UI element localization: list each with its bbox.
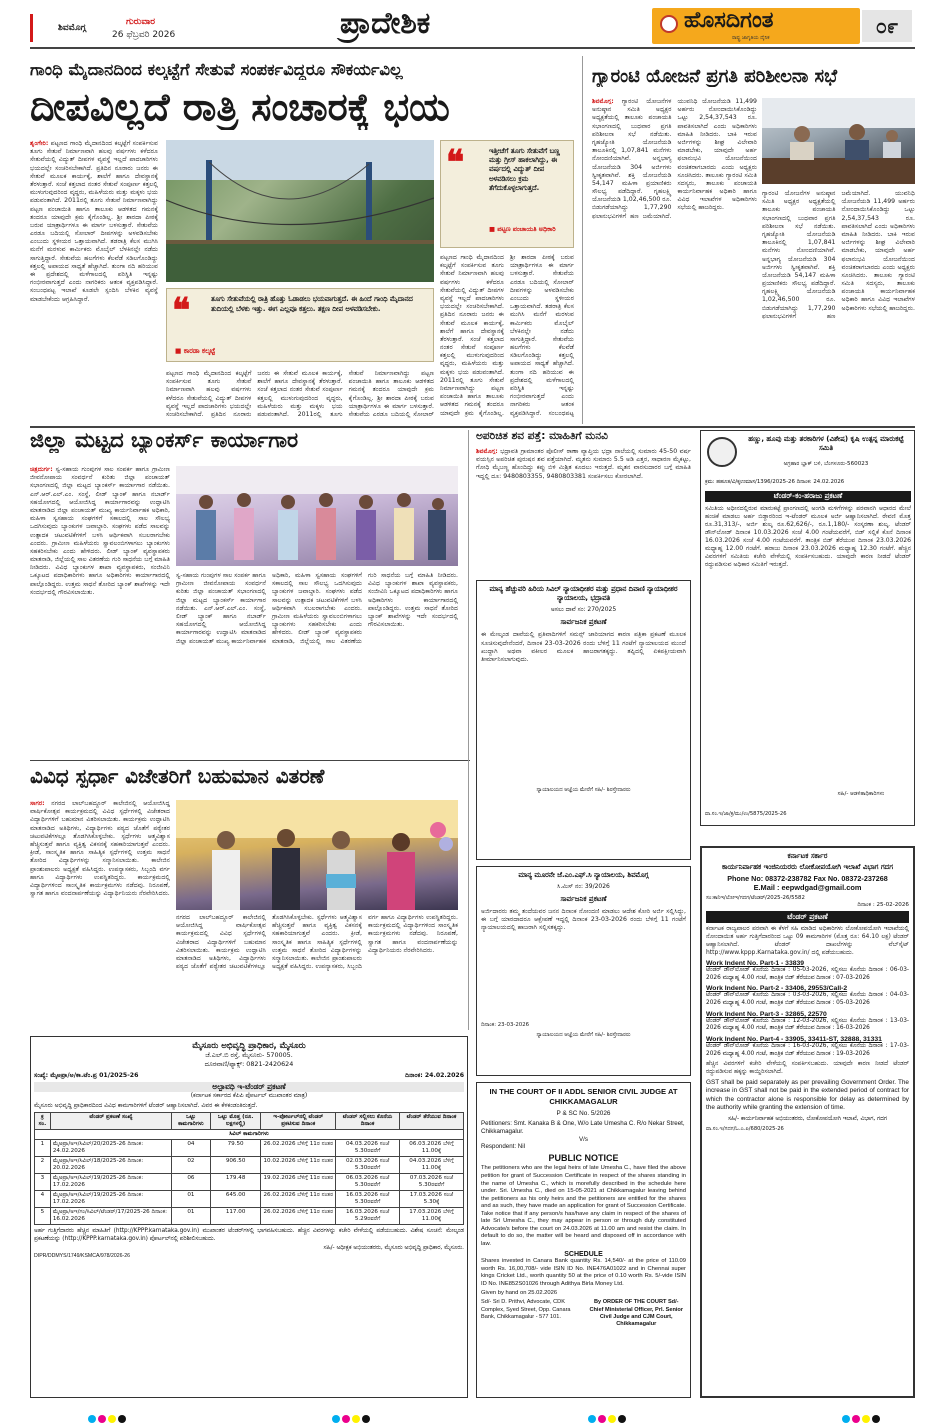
awards-body: ನಗರದ ಲಾಲ್‌ಬಹದ್ದೂರ್ ಕಾಲೇಜಿನಲ್ಲಿ ಆಯೋಜಿಸಿದ್ದ ವಾರ್ಷಿಕೋತ್ಸವ ಕಾರ್ಯಕ್ರಮದಲ್ಲಿ ವಿವಿಧ ಸ್ಪರ್ಧೆಗಳಲ್ಲಿ ವಿಜೇತರಾದ ವಿದ್ಯಾರ್ಥಿಗಳಿಗೆ ಬಹುಮಾನ ವಿತರಿಸಲಾಯಿತು. ಕಾರ್ಯಕ್ರಮ ಉದ್ಘಾಟಿಸಿ ಮಾತನಾಡಿದ ಅತಿಥಿಗಳು, ವಿದ್ಯಾರ್ಥಿಗಳು ಪಠ್ಯದ ಜೊತೆಗೆ ಪಠ್ಯೇತರ ಚಟುವಟಿಕೆಗಳಲ್ಲೂ ತೊಡಗಿಸಿಕೊಳ್ಳಬೇಕು. ಸ್ಪರ್ಧೆಗಳು ಆತ್ಮವಿಶ್ವಾಸ ಹೆಚ್ಚಿಸುತ್ತವೆ ಹಾಗೂ ವ್ಯಕ್ತಿತ್ವ ವಿಕಸನಕ್ಕೆ ಸಹಕಾರಿಯಾಗುತ್ತವೆ ಎಂದರು. ಕ್ರೀಡೆ, ಸಾಂಸ್ಕೃತಿಕ ಹಾಗೂ ಸಾಹಿತ್ಯಿಕ ಸ್ಪರ್ಧೆಗಳಲ್ಲಿ ಉತ್ತಮ ಸಾಧನೆ ತೋರಿದ ವಿದ್ಯಾರ್ಥಿಗಳನ್ನು ಸನ್ಮಾನಿಸಲಾಯಿತು. ಕಾಲೇಜಿನ ಪ್ರಾಂಶುಪಾಲರು ಅಧ್ಯಕ್ಷತೆ ವಹಿಸಿದ್ದರು. ಉಪನ್ಯಾಸಕರು, ಸಿಬ್ಬಂದಿ ವರ್ಗ ಹಾಗೂ ವಿದ್ಯಾರ್ಥಿಗಳು ಉಪಸ್ಥಿತರಿದ್ದರು. ಕಾರ್ಯಕ್ರಮದಲ್ಲಿ ವಿದ್ಯಾರ್ಥಿಗಳಿಂದ ಸಾಂಸ್ಕೃತಿಕ ಕಾರ್ಯಕ್ರಮಗಳು ನಡೆದವು. ನಿರೂಪಣೆ, ಸ್ವಾಗತ ಹಾಗೂ ವಂದನಾರ್ಪಣೆಯನ್ನು ವಿದ್ಯಾರ್ಥಿನಿಯರು ನೆರವೇರಿಸಿದರು. (30, 800, 170, 898)
table-cell: 26.02.2026 ಬೆಳಿಗ್ಗೆ 11ರ ನಂತರ (261, 1191, 336, 1208)
quote1-text: ಇತ್ತೀಚೆಗೆ ತೂಗು ಸೇತುವೆಗೆ ಬಣ್ಣ ಮತ್ತು ಗ್ರೀಸ್ ಹಾಕಲಾಗಿದ್ದು, ಈ ವರ್ಷದಲ್ಲಿ ವಿದ್ಯುತ್ ದೀಪ ಅಳವಡಿಸಲು ಕ್ರಮ ತೆಗೆದುಕೊಳ್ಳಲಾಗುತ್ತದೆ. (489, 147, 560, 192)
court1-notice: ಸಾರ್ವಜನಿಕ ಪ್ರಕಟಣೆ (560, 618, 607, 627)
quote2-text: ತೂಗು ಸೇತುವೆಯಲ್ಲಿ ರಾತ್ರಿ ಹೊತ್ತು ಓಡಾಡಲು ಭಯವಾಗುತ್ತದೆ. ಈ ಹಿಂದೆ ಗಾಂಧಿ ಮೈದಾನದ ತುದಿಯಲ್ಲಿ ಬೆಳಕು ಇತ್ತು. ಈಗ ಎಲ್ಲವೂ ಕತ್ತಲು. ತಕ್ಷಣ ದೀಪ ಅಳವಡಿಸಬೇಕು. (211, 295, 413, 313)
table-cell: 1 (35, 1140, 51, 1157)
guarantee-headline: ಗ್ಯಾರಂಟಿ ಯೋಜನೆ ಪ್ರಗತಿ ಪರಿಶೀಲನಾ ಸಭೆ (592, 66, 838, 87)
court3-petitioner: Petitioners: Smt. Kanaka B & One, W/o Late Umesha C. R/o Nekar Street, Chikkamagalur. (481, 1119, 685, 1136)
header-bar (30, 8, 915, 46)
table-row (35, 1208, 464, 1225)
table-cell: 02 (172, 1157, 211, 1174)
table-cell: 06 (172, 1174, 211, 1191)
table-header-cell: ಕ್ರ ಸಂ. (35, 1113, 51, 1130)
pwd-gst: GST shall be paid separately as per prevailing Government Order. The increase in GST shall not be paid in the extended period of contract for which the contractor alone is responsible for delay as determined by the authority while granting the extension of time. (706, 1079, 909, 1111)
pwd-intro: ಕರ್ನಾಟಕ ರಾಜ್ಯಪಾಲರ ಪರವಾಗಿ ಈ ಕೆಳಗೆ ಸಹಿ ಮಾಡಿದ ಅಧಿಕಾರಿಗಳು ಲೋಕೋಪಯೋಗಿ ಇಲಾಖೆಯಲ್ಲಿ ನೋಂದಾಯಿತ ಅರ್ಹ ಗುತ್ತಿಗೆದಾರರಿಂದ ಒಟ್ಟು 09 ಕಾಮಗಾರಿಗಳ (ಮೊತ್ತ ರೂ: 64.10 ಲಕ್ಷ) ಟೆಂಡರ್ ಆಹ್ವಾನಿಸಲಾಗಿದೆ. ಟೆಂಡರ್ ದಾಖಲೆಗಳನ್ನು ವೆಬ್‌ಸೈಟ್ http://www.kppp.Karnataka.gov.in/ ದಲ್ಲಿ ಪಡೆಯಬಹುದು. (706, 925, 909, 957)
pwd-date: ದಿನಾಂಕ : 25-02-2026 (857, 902, 909, 909)
table-cell: 645.00 (210, 1191, 261, 1208)
table-cell: ಮೈಅಪ್ರಾ/ಅಇ/ಸಿವಿಲ್/20/2025-26 ದಿನಾಂಕ: 24.02.2026 (50, 1140, 171, 1157)
bridge-photo (166, 140, 434, 282)
masthead-tagline: ರಾಷ್ಟ್ರ ಜಾಗೃತಿಯ ದೈನಿಕ (732, 35, 770, 41)
pwd-email: E.Mail : eepwdgad@gmail.com (753, 883, 862, 893)
work-indent-text: ಟೆಂಡರ್ ಡೌನ್‌ಲೋಡ್ ಕೊನೆಯ ದಿನಾಂಕ : 12-03-2026, ಸಲ್ಲಿಸಲು ಕೊನೆಯ ದಿನಾಂಕ : 13-03-2026 ಮಧ್ಯಾಹ್ನ 4.00 ಗಂಟೆ, ತಾಂತ್ರಿಕ ಬಿಡ್ ತೆರೆಯುವ ದಿನಾಂಕ : 16-03-2026 (706, 1017, 909, 1032)
table-header-cell: ಒಟ್ಟು ಕಾಮಗಾರಿಗಳು (172, 1113, 211, 1130)
table-cell: ಮೈಅಪ್ರಾ/ಅಇ/ಸಿವಿಲ್/19/2025-26 ದಿನಾಂಕ: 17.02.2026 (50, 1191, 171, 1208)
work-indent-label: Work Indent No. Part-1 - 33839 (706, 960, 805, 968)
table-cell: 117.00 (210, 1208, 261, 1225)
guarantee-body: ಗ್ಯಾರಂಟಿ ಯೋಜನೆಗಳ ಅನುಷ್ಠಾನ ಸಮಿತಿ ಅಧ್ಯಕ್ಷರ ಅಧ್ಯಕ್ಷತೆಯಲ್ಲಿ ತಾಲೂಕು ಪಂಚಾಯತಿ ಸಭಾಂಗಣದಲ್ಲಿ ಬುಧವಾರ ಪ್ರಗತಿ ಪರಿಶೀಲನಾ ಸಭೆ ನಡೆಯಿತು. ಗೃಹಜ್ಯೋತಿ ಯೋಜನೆಯಡಿ ತಾಲೂಕಿನಲ್ಲಿ 1,07,841 ಮನೆಗಳು ನೋಂದಣಿಯಾಗಿವೆ. ಅನ್ನಭಾಗ್ಯ ಯೋಜನೆಯಡಿ 304 ಅರ್ಜಿಗಳು ಸ್ವೀಕೃತವಾಗಿವೆ. ಶಕ್ತಿ ಯೋಜನೆಯಡಿ 54,147 ಮಹಿಳಾ ಪ್ರಯಾಣಿಕರು ಸೌಲಭ್ಯ ಪಡೆದಿದ್ದಾರೆ. ಗೃಹಲಕ್ಷ್ಮಿ ಯೋಜನೆಯಡಿ 1,02,46,500 ರೂ. ಬಿಡುಗಡೆಯಾಗಿದ್ದು 1,77,290 ಫಲಾನುಭವಿಗಳಿಗೆ ಹಣ ಜಮೆಯಾಗಿದೆ. ಯುವನಿಧಿ ಯೋಜನೆಯಡಿ 11,499 ಅರ್ಹರು ನೋಂದಾಯಿಸಿಕೊಂಡಿದ್ದು ಒಟ್ಟು 2,54,37,543 ರೂ. ಪಾವತಿಸಲಾಗಿದೆ ಎಂದು ಅಧಿಕಾರಿಗಳು ಮಾಹಿತಿ ನೀಡಿದರು. ಬಾಕಿ ಇರುವ ಅರ್ಜಿಗಳನ್ನು ಶೀಘ್ರ ವಿಲೇವಾರಿ ಮಾಡಬೇಕು, ಯಾವುದೇ ಅರ್ಹ ಫಲಾನುಭವಿ ಯೋಜನೆಯಿಂದ ವಂಚಿತರಾಗಬಾರದು ಎಂದು ಅಧ್ಯಕ್ಷರು ಸೂಚಿಸಿದರು. ತಾಲೂಕು ಗ್ಯಾರಂಟಿ ಸಮಿತಿ ಸದಸ್ಯರು, ತಾಲೂಕು ಪಂಚಾಯತಿ ಕಾರ್ಯನಿರ್ವಾಹಕ ಅಧಿಕಾರಿ ಹಾಗೂ ವಿವಿಧ ಇಲಾಖೆಗಳ ಅಧಿಕಾರಿಗಳು ಸಭೆಯಲ್ಲಿ ಹಾಜರಿದ್ದರು. (592, 98, 757, 220)
pwd-tender-notice (700, 846, 915, 1398)
header-day: ಗುರುವಾರ (126, 17, 156, 27)
pwd-phone: Phone No: 08372-238782 Fax No. 08372-237268 (727, 874, 888, 884)
table-cell: ಮೈಅಪ್ರಾ/ಅಇ/ಸಿವಿಲ್/18/2025-26 ದಿನಾಂಕ: 20.02.2026 (50, 1157, 171, 1174)
guarantee-body-cont: ಗ್ಯಾರಂಟಿ ಯೋಜನೆಗಳ ಅನುಷ್ಠಾನ ಸಮಿತಿ ಅಧ್ಯಕ್ಷರ ಅಧ್ಯಕ್ಷತೆಯಲ್ಲಿ ತಾಲೂಕು ಪಂಚಾಯತಿ ಸಭಾಂಗಣದಲ್ಲಿ ಬುಧವಾರ ಪ್ರಗತಿ ಪರಿಶೀಲನಾ ಸಭೆ ನಡೆಯಿತು. ಗೃಹಜ್ಯೋತಿ ಯೋಜನೆಯಡಿ ತಾಲೂಕಿನಲ್ಲಿ 1,07,841 ಮನೆಗಳು ನೋಂದಣಿಯಾಗಿವೆ. ಅನ್ನಭಾಗ್ಯ ಯೋಜನೆಯಡಿ 304 ಅರ್ಜಿಗಳು ಸ್ವೀಕೃತವಾಗಿವೆ. ಶಕ್ತಿ ಯೋಜನೆಯಡಿ 54,147 ಮಹಿಳಾ ಪ್ರಯಾಣಿಕರು ಸೌಲಭ್ಯ ಪಡೆದಿದ್ದಾರೆ. ಗೃಹಲಕ್ಷ್ಮಿ ಯೋಜನೆಯಡಿ 1,02,46,500 ರೂ. ಬಿಡುಗಡೆಯಾಗಿದ್ದು 1,77,290 ಫಲಾನುಭವಿಗಳಿಗೆ ಹಣ ಜಮೆಯಾಗಿದೆ. ಯುವನಿಧಿ ಯೋಜನೆಯಡಿ 11,499 ಅರ್ಹರು ನೋಂದಾಯಿಸಿಕೊಂಡಿದ್ದು ಒಟ್ಟು 2,54,37,543 ರೂ. ಪಾವತಿಸಲಾಗಿದೆ ಎಂದು ಅಧಿಕಾರಿಗಳು ಮಾಹಿತಿ ನೀಡಿದರು. ಬಾಕಿ ಇರುವ ಅರ್ಜಿಗಳನ್ನು ಶೀಘ್ರ ವಿಲೇವಾರಿ ಮಾಡಬೇಕು, ಯಾವುದೇ ಅರ್ಹ ಫಲಾನುಭವಿ ಯೋಜನೆಯಿಂದ ವಂಚಿತರಾಗಬಾರದು ಎಂದು ಅಧ್ಯಕ್ಷರು ಸೂಚಿಸಿದರು. ತಾಲೂಕು ಗ್ಯಾರಂಟಿ ಸಮಿತಿ ಸದಸ್ಯರು, ತಾಲೂಕು ಪಂಚಾಯತಿ ಕಾರ್ಯನಿರ್ವಾಹಕ ಅಧಿಕಾರಿ ಹಾಗೂ ವಿವಿಧ ಇಲಾಖೆಗಳ ಅಧಿಕಾರಿಗಳು ಸಭೆಯಲ್ಲಿ ಹಾಜರಿದ್ದರು. (762, 190, 915, 320)
court3-vs: V/s (579, 1136, 588, 1144)
meeting-photo (762, 98, 915, 184)
table-cell: 06.03.2026 ಸಂಜೆ 5.30ರವರೆಗೆ (336, 1174, 400, 1191)
mysore-intro: ಮೈಸೂರು ಅಭಿವೃದ್ಧಿ ಪ್ರಾಧಿಕಾರದಿಂದ ವಿವಿಧ ಕಾಮಗಾರಿಗಳಿಗೆ ಟೆಂಡರ್ ಆಹ್ವಾನಿಸಲಾಗಿದೆ. ವಿವರ ಈ ಕೆಳಕಂಡಂತಿರುತ್ತದೆ. (34, 1102, 258, 1109)
lead-body-col2 (166, 370, 434, 420)
court2-case: ಸಿ.ಮಿಸ್ ನಂ: 39/2026 (557, 883, 610, 890)
court-notice-shivamogga (476, 866, 691, 1076)
table-cell: 16.03.2026 ಸಂಜೆ 5.30ರವರೆಗೆ (336, 1191, 400, 1208)
lead-body-col3 (440, 254, 574, 420)
table-cell: ಮೈಅಪ್ರಾ/ಅಇ/ಸಿವಿಲ್/19/2025-26 ದಿನಾಂಕ: 17.02.2026 (50, 1174, 171, 1191)
header-city: ಶಿವಮೊಗ್ಗ (58, 23, 86, 33)
apmc-title: ಹಣ್ಣು, ಹೂವು ಮತ್ತು ತರಕಾರಿಗಳ (ವಿಶೇಷ) ಕೃಷಿ ಉತ್ಪನ್ನ ಮಾರುಕಟ್ಟೆ ಸಮಿತಿ (748, 435, 904, 453)
court3-title: IN THE COURT OF II ADDL SENIOR CIVIL JUDGE AT CHIKKAMAGALUR (489, 1087, 678, 1106)
table-cell: 4 (35, 1191, 51, 1208)
court1-title: ಮಾನ್ಯ ಹೆಚ್ಚುವರಿ ಹಿರಿಯ ಸಿವಿಲ್ ನ್ಯಾಯಾಧೀಶರ ಮತ್ತು ಪ್ರಧಾನ ದಿವಾಣಿ ನ್ಯಾಯಾಧೀಶರ ನ್ಯಾಯಾಲಯ, ಭದ್ರಾವತಿ (489, 585, 678, 603)
court3-case: P & SC No. 5/2026 (556, 1109, 611, 1117)
mysore-footer: ಅರ್ಹ ಗುತ್ತಿಗೆದಾರರು ಹೆಚ್ಚಿನ ಮಾಹಿತಿಗೆ (http://KPPP.karnataka.gov.in) ಮುಖಾಂತರ ಟೆಂಡರ್‌ಗಳಲ್ಲಿ ಭಾಗವಹಿಸಬಹುದು. ಹೆಚ್ಚಿನ ವಿವರಗಳನ್ನು ಕಚೇರಿ ವೇಳೆಯಲ್ಲಿ ಪಡೆಯಬಹುದು. ವಿಶೇಷ ಸೂಚನೆ: ಮೇಲ್ಕಂಡ ಪ್ರಕಟಣೆಯನ್ನು (http://KPPP.karnataka.gov.in) ಪೋರ್ಟಲ್‌ನಲ್ಲಿ ಪರಿಶೀಲಿಸಬಹುದು. (34, 1228, 464, 1242)
table-cell: 19.02.2026 ಬೆಳಿಗ್ಗೆ 11ರ ನಂತರ (261, 1174, 336, 1191)
group-photo-icon (176, 466, 458, 566)
bankers-body-cont: ಸ್ವ-ಸಹಾಯ ಗುಂಪುಗಳ ಸಾಲ ಸಂಪರ್ಕ ಹಾಗೂ ಗ್ರಾಮೀಣ ಜೀವನೋಪಾಯ ಸಂವರ್ಧನೆ ಕುರಿತು ಜಿಲ್ಲಾ ಪಂಚಾಯತ್ ಸಭಾಂಗಣದಲ್ಲಿ ಜಿಲ್ಲಾ ಮಟ್ಟದ ಬ್ಯಾಂಕರ್ಸ್ ಕಾರ್ಯಾಗಾರ ನಡೆಯಿತು. ಎನ್.ಆರ್.ಎಲ್.ಎಂ. ಸಂಸ್ಥೆ, ಲೀಡ್ ಬ್ಯಾಂಕ್ ಹಾಗೂ ನಬಾರ್ಡ್ ಸಹಯೋಗದಲ್ಲಿ ಆಯೋಜಿಸಿದ್ದ ಕಾರ್ಯಾಗಾರವನ್ನು ಉದ್ಘಾಟಿಸಿ ಮಾತನಾಡಿದ ಜಿಲ್ಲಾ ಪಂಚಾಯತ್ ಮುಖ್ಯ ಕಾರ್ಯನಿರ್ವಾಹಕ ಅಧಿಕಾರಿ, ಮಹಿಳಾ ಸ್ವಸಹಾಯ ಸಂಘಗಳಿಗೆ ಸಕಾಲದಲ್ಲಿ ಸಾಲ ಸೌಲಭ್ಯ ಒದಗಿಸುವುದು ಬ್ಯಾಂಕುಗಳ ಜವಾಬ್ದಾರಿ. ಸಂಘಗಳು ಪಡೆದ ಸಾಲವನ್ನು ಉತ್ಪಾದಕ ಚಟುವಟಿಕೆಗಳಿಗೆ ಬಳಸಿ ಆರ್ಥಿಕವಾಗಿ ಸಬಲರಾಗಬೇಕು ಎಂದರು. ಗ್ರಾಮೀಣ ಮಹಿಳೆಯರು ಸ್ವಾವಲಂಬಿಗಳಾಗಲು ಬ್ಯಾಂಕುಗಳು ಸಹಕರಿಸಬೇಕು ಎಂದು ಹೇಳಿದರು. ಲೀಡ್ ಬ್ಯಾಂಕ್ ವ್ಯವಸ್ಥಾಪಕರು ಮಾತನಾಡಿ, ಜಿಲ್ಲೆಯಲ್ಲಿ ಸಾಲ ವಿತರಣೆಯ ಗುರಿ ಸಾಧನೆಯ ಬಗ್ಗೆ ಮಾಹಿತಿ ನೀಡಿದರು. ವಿವಿಧ ಬ್ಯಾಂಕುಗಳ ಶಾಖಾ ವ್ಯವಸ್ಥಾಪಕರು, ಸಂಜೀವಿನಿ ಒಕ್ಕೂಟದ ಪದಾಧಿಕಾರಿಗಳು ಹಾಗೂ ಅಧಿಕಾರಿಗಳು ಕಾರ್ಯಾಗಾರದಲ್ಲಿ ಪಾಲ್ಗೊಂಡಿದ್ದರು. ಉತ್ತಮ ಸಾಧನೆ ತೋರಿದ ಬ್ಯಾಂಕ್ ಶಾಖೆಗಳನ್ನು ಇದೇ ಸಂದರ್ಭದಲ್ಲಿ ಗೌರವಿಸಲಾಯಿತು. (176, 572, 458, 645)
mysore-ref: ಸಂಖ್ಯೆ: ಮೈಅಪ್ರಾ/ಅ/ಕಾ.ಟೆಂ.ಪ್ರ 01/2025-26 (34, 1072, 139, 1079)
mysore-notice: ಅಲ್ಪಾವಧಿ ಇ-ಟೆಂಡರ್ ಪ್ರಕಟಣೆ (34, 1082, 464, 1092)
section-rule (30, 760, 470, 761)
court3-body: The petitioners who are the legal heirs of late Umesha C., have filed the above petition for grant of Succession Certificate in respect of the shares standing in the name of Umesha C., which is morefully described in the schedule here under. Sri. Umesha C., died on 15-05-2021 at Chikkamagalur leaving behind the petitioners as his only heirs and the petitioners are entitled for the shares and as such, they have made an application for grant of Succession Certificate. Take notice that if any person/s has/have any claim in respect of the shares of late Sri Umesha C., they may appear in person or through duly constituted Advocate/s before the court on 24.03.2026 at 11.00 am and resist the claim. In default to do so, the matter will be heard and disposed off in accordance with law. (481, 1165, 686, 1247)
court3-order: By ORDER OF THE COURT Sd/- Chief Ministerial Officer, Prl. Senior Civil Judge and CJM Court, Chikkamagalur (589, 1299, 684, 1328)
work-indent-label: Work Indent No. Part-4 - 33905, 33411-ST, 32888, 31331 (706, 1035, 882, 1043)
pwd-ref: ಸಂ:ಕಾನಿಇ/ಲೋಇ/ಗದಗ/ಟೆಂಡರ್/2025-26/5582 (706, 895, 805, 902)
table-header-cell: ಟೆಂಡರ್ ಪ್ರಕಟಣೆ ಸಂಖ್ಯೆ (50, 1113, 171, 1130)
court1-sign: ನ್ಯಾಯಾಲಯದ ಆಜ್ಞೆಯ ಮೇರೆಗೆ ಸಹಿ/- ಶಿರಸ್ತೇದಾರರು (536, 787, 631, 794)
court3-schedule: Shares invested in Canara Bank quantity Rs. 14,540/- at the price of 110.09 worth Rs. 16,00,708/- vide ISIN ID No. INE476A01022 and in Chennai super kings Cricket Ltd., worth quantity 50 at the price of 0.10 worth Rs. 5/-vide ISIN ID No. INE852S01026 through Adithya Birla Money Ltd. (481, 1258, 686, 1287)
bankers-headline: ಜಿಲ್ಲಾ ಮಟ್ಟದ ಬ್ಯಾಂಕರ್ಸ್ ಕಾರ್ಯಾಗಾರ (30, 428, 299, 452)
court-notice-chikkamagalur (476, 1082, 691, 1398)
quote-icon: ❝ (446, 143, 465, 183)
awards-body-a (30, 800, 170, 1028)
table-cell: 06.03.2026 ಬೆಳಿಗ್ಗೆ 11.00ಕ್ಕೆ (400, 1140, 464, 1157)
apmc-notice-title: ಟೆಂಡರ್-ಕಂ-ಹರಾಜು ಪ್ರಕಟಣೆ (705, 491, 911, 502)
color-registration-dots-icon (0, 1413, 945, 1424)
court3-respondent: Respondent: Nil (481, 1143, 526, 1151)
table-cell: 02.03.2026 ಸಂಜೆ 5.30ರವರೆಗೆ (336, 1157, 400, 1174)
pwd-title: ಕರ್ನಾಟಕ ಸರ್ಕಾರ (787, 852, 828, 860)
table-row (35, 1157, 464, 1174)
apmc-sign: ಸಹಿ/- ಆಡಳಿತಾಧಿಕಾರಿಗಳು (837, 791, 885, 797)
work-indent-text: ಟೆಂಡರ್ ಡೌನ್‌ಲೋಡ್ ಕೊನೆಯ ದಿನಾಂಕ : 03-03-2026, ಸಲ್ಲಿಸಲು ಕೊನೆಯ ದಿನಾಂಕ : 04-03-2026 ಮಧ್ಯಾಹ್ನ 4.00 ಗಂಟೆ, ತಾಂತ್ರಿಕ ಬಿಡ್ ತೆರೆಯುವ ದಿನಾಂಕ : 05-03-2026 (706, 992, 909, 1006)
work-indent-text: ಟೆಂಡರ್ ಡೌನ್‌ಲೋಡ್ ಕೊನೆಯ ದಿನಾಂಕ : 16-03-2026, ಸಲ್ಲಿಸಲು ಕೊನೆಯ ದಿನಾಂಕ : 17-03-2026 ಮಧ್ಯಾಹ್ನ 4.00 ಗಂಟೆ, ತಾಂತ್ರಿಕ ಬಿಡ್ ತೆರೆಯುವ ದಿನಾಂಕ : 19-03-2026 (706, 1042, 909, 1057)
court2-sign: ನ್ಯಾಯಾಲಯದ ಆಜ್ಞೆಯ ಮೇರೆಗೆ ಸಹಿ/- ಶಿರಸ್ತೇದಾರರು (536, 1032, 631, 1039)
guarantee-body-b (762, 190, 915, 420)
mysore-sub: (ಕರ್ನಾಟಕ ಸರ್ಕಾರದ ಕೆಪಿಪಿ ಪೋರ್ಟಲ್ ಮುಖಾಂತರ ಮಾತ್ರ) (190, 1092, 308, 1099)
table-cell: 10.02.2026 ಬೆಳಿಗ್ಗೆ 11ರ ನಂತರ (261, 1157, 336, 1174)
mysore-tender-table (34, 1112, 464, 1225)
quote1-by: ■ ಪಟ್ಟಣ ಪಂಚಾಯತಿ ಅಧಿಕಾರಿ (489, 225, 556, 233)
work-indent-label: Work Indent No. Part-2 - 33406, 29553/Call-2 (706, 985, 848, 993)
table-row (35, 1174, 464, 1191)
lead-body: ಪಟ್ಟಣದ ಗಾಂಧಿ ಮೈದಾನದಿಂದ ಕಲ್ಕಟ್ಟೆಗೆ ಸಂಪರ್ಕಿಸುವ ತೂಗು ಸೇತುವೆ ನಿರ್ಮಾಣವಾಗಿ ಹಲವು ವರ್ಷಗಳು ಕಳೆದರೂ ಸೇತುವೆಯಲ್ಲಿ ವಿದ್ಯುತ್ ದೀಪಗಳ ವ್ಯವಸ್ಥೆ ಇಲ್ಲದೆ ಪಾದಚಾರಿಗಳು ಭಯದಲ್ಲೇ ಸಂಚರಿಸಬೇಕಾಗಿದೆ. ಪ್ರತಿದಿನ ನೂರಾರು ಜನರು ಈ ಸೇತುವೆ ಮೂಲಕ ಕಾರ್ಯಕ್ಕೆ, ಶಾಲೆಗೆ ಹಾಗೂ ದೇವಸ್ಥಾನಕ್ಕೆ ತೆರಳುತ್ತಾರೆ. ಸಂಜೆ ಕತ್ತಲಾದ ನಂತರ ಸೇತುವೆ ಸಂಪೂರ್ಣ ಕತ್ತಲಲ್ಲಿ ಮುಳುಗುವುದರಿಂದ ವೃದ್ಧರು, ಮಹಿಳೆಯರು ಮತ್ತು ಮಕ್ಕಳು ಭಯ ಪಡುವಂತಾಗಿದೆ. 2011ರಲ್ಲಿ ತೂಗು ಸೇತುವೆ ನಿರ್ಮಾಣವಾಗಿದ್ದು ಪಟ್ಟಣ ಪಂಚಾಯಿತಿ ಹಾಗೂ ತಾಲೂಕು ಆಡಳಿತದ ಗಮನಕ್ಕೆ ತಂದರೂ ಯಾವುದೇ ಕ್ರಮ ಕೈಗೊಂಡಿಲ್ಲ. ಶ್ರೀ ಶಾರದಾ ಪೀಠಕ್ಕೆ ಬರುವ ಯಾತ್ರಾರ್ಥಿಗಳೂ ಈ ಮಾರ್ಗ ಬಳಸುತ್ತಾರೆ. ಸೇತುವೆಯ ಎರಡೂ ಬದಿಯಲ್ಲಿ ಸೋಲಾರ್ ದೀಪಗಳನ್ನು ಅಳವಡಿಸಬೇಕು ಎಂಬುದು ಸ್ಥಳೀಯರ ಒತ್ತಾಯವಾಗಿದೆ. ತಡರಾತ್ರಿ ಕೆಲಸ ಮುಗಿಸಿ ಮನೆಗೆ ಮರಳುವ ಕಾರ್ಮಿಕರು ಮೊಬೈಲ್ ಬೆಳಕಿನಲ್ಲೇ ನಡೆದು ಸಾಗುತ್ತಿದ್ದಾರೆ. ಸೇತುವೆಯ ಹಲಗೆಗಳು ಕೆಲವೆಡೆ ಸಡಿಲಗೊಂಡಿದ್ದು ಕತ್ತಲಲ್ಲಿ ಅಪಾಯದ ಸಾಧ್ಯತೆ ಹೆಚ್ಚಾಗಿದೆ. ತುಂಗಾ ನದಿ ಹರಿಯುವ ಈ ಪ್ರದೇಶದಲ್ಲಿ ಮಳೆಗಾಲದಲ್ಲಿ ಪರಿಸ್ಥಿತಿ ಇನ್ನಷ್ಟು ಗಂಭೀರವಾಗುತ್ತದೆ ಎಂದು ನಾಗರಿಕರು ಆತಂಕ ವ್ಯಕ್ತಪಡಿಸಿದ್ದಾರೆ. ಸಂಬಂಧಪಟ್ಟ ಇಲಾಖೆ ಕೂಡಲೇ ಸ್ಪಂದಿಸಿ ಬೆಳಕಿನ ವ್ಯವಸ್ಥೆ ಮಾಡಬೇಕೆಂದು ಆಗ್ರಹಿಸಿದ್ದಾರೆ. (30, 140, 158, 303)
quote-box-2 (166, 288, 434, 362)
mysore-phone: ದೂರವಾಣಿ/ಫ್ಯಾಕ್ಸ್: 0821-2420624 (204, 1060, 294, 1068)
unknown-dateline: ಶಿವಮೊಗ್ಗ: (476, 448, 498, 455)
table-group-row (35, 1130, 464, 1140)
table-cell: 5 (35, 1208, 51, 1225)
lead-body-col1 (30, 140, 158, 420)
page-number: ೦೯ (862, 10, 912, 42)
header-rule (30, 47, 915, 49)
awards-dateline: ಸಾಗರ: (30, 800, 45, 807)
table-header-cell: ಇ-ಪೋರ್ಟಲ್‌ನಲ್ಲಿ ಟೆಂಡರ್ ಪ್ರಕಟಿಸುವ ದಿನಾಂಕ (261, 1113, 336, 1130)
bankers-body-a (30, 466, 170, 756)
table-cell: 04.03.2026 ಬೆಳಿಗ್ಗೆ 11.00ಕ್ಕೆ (400, 1157, 464, 1174)
table-group-label: ಸಿವಿಲ್ ಕಾಮಗಾರಿಗಳು (35, 1130, 464, 1140)
suspension-bridge-icon (166, 140, 434, 282)
unknown-body (476, 448, 691, 568)
pwd-office: ಕಾರ್ಯನಿರ್ವಾಹಕ ಇಂಜಿನಿಯರರು ಲೋಕೋಪಯೋಗಿ ಇಲಾಖೆ ವಿಭಾಗ ಗದಗ (721, 863, 893, 871)
quote-box-1 (440, 140, 574, 248)
court3-given: Given by hand on 25.02.2026 (481, 1290, 558, 1297)
bankers-photo (176, 466, 458, 566)
court2-title: ಮಾನ್ಯ ಮೂರನೇ ಜೆ.ಎಂ.ಎಫ್.ಸಿ ನ್ಯಾಯಾಲಯ, ಶಿವಮೊಗ್ಗ (518, 871, 649, 879)
bankers-dateline: ಚಿತ್ರದುರ್ಗ: (30, 466, 53, 473)
pwd-parts-list (706, 960, 909, 1058)
table-header-cell: ಒಟ್ಟು ಮೊತ್ತ (ರೂ. ಲಕ್ಷಗಳಲ್ಲಿ) (210, 1113, 261, 1130)
header-divider (30, 14, 33, 42)
table-cell: 04.03.2026 ಸಂಜೆ 5.30ರವರೆಗೆ (336, 1140, 400, 1157)
masthead-block (652, 8, 860, 44)
award-ceremony-icon (176, 800, 458, 910)
lead-kicker: ಗಾಂಧಿ ಮೈದಾನದಿಂದ ಕಲ್ಕಟ್ಟೆಗೆ ಸೇತುವೆ ಸಂಪರ್ಕವಿದ್ದರೂ ಸೌಕರ್ಯವಿಲ್ಲ (30, 60, 403, 79)
table-header-cell: ಟೆಂಡರ್ ಸಲ್ಲಿಸಲು ಕೊನೆಯ ದಿನಾಂಕ (336, 1113, 400, 1130)
unknown-body-text: ಭದ್ರಾವತಿ ಗ್ರಾಮಾಂತರ ಪೊಲೀಸ್ ಠಾಣಾ ವ್ಯಾಪ್ತಿಯ ಭದ್ರಾ ನಾಲೆಯಲ್ಲಿ ಸುಮಾರು 45-50 ವರ್ಷ ವಯಸ್ಸಿನ ಅಪರಿಚಿತ ಪುರುಷನ ಶವ ಪತ್ತೆಯಾಗಿದೆ. ಮೃತನು ಸುಮಾರು 5.5 ಅಡಿ ಎತ್ತರ, ಸಾಧಾರಣ ಮೈಕಟ್ಟು, ಗೋಧಿ ಮೈಬಣ್ಣ ಹೊಂದಿದ್ದು ಕಪ್ಪು ಬಿಳಿ ಮಿಶ್ರಿತ ಕೂದಲು ಇರುತ್ತದೆ. ಮೃತನ ವಾರಸುದಾರರ ಬಗ್ಗೆ ಮಾಹಿತಿ ಇದ್ದಲ್ಲಿ ದೂ: 9480803355, 9480803381 ಸಂಪರ್ಕಿಸಲು ಕೋರಲಾಗಿದೆ. (476, 448, 691, 480)
table-cell: 16.03.2026 ಸಂಜೆ 5.29ರವರೆಗೆ (336, 1208, 400, 1225)
court2-notice: ಸಾರ್ವಜನಿಕ ಪ್ರಕಟಣೆ (560, 895, 607, 903)
court3-advocate: Sd/- Sri D. Prithvi, Advocate, CDK Complex, Syed Street, Opp. Canara Bank, Chikkamagalur - 577 101. (481, 1299, 571, 1320)
col-divider (468, 430, 469, 1030)
meeting-people-icon (762, 98, 915, 184)
table-cell: 2 (35, 1157, 51, 1174)
guarantee-dateline: ಶಿವಮೊಗ್ಗ: (592, 98, 614, 105)
court3-notice: PUBLIC NOTICE (548, 1153, 619, 1164)
table-body (35, 1130, 464, 1225)
lead-body-cont: ಪಟ್ಟಣದ ಗಾಂಧಿ ಮೈದಾನದಿಂದ ಕಲ್ಕಟ್ಟೆಗೆ ಸಂಪರ್ಕಿಸುವ ತೂಗು ಸೇತುವೆ ನಿರ್ಮಾಣವಾಗಿ ಹಲವು ವರ್ಷಗಳು ಕಳೆದರೂ ಸೇತುವೆಯಲ್ಲಿ ವಿದ್ಯುತ್ ದೀಪಗಳ ವ್ಯವಸ್ಥೆ ಇಲ್ಲದೆ ಪಾದಚಾರಿಗಳು ಭಯದಲ್ಲೇ ಸಂಚರಿಸಬೇಕಾಗಿದೆ. ಪ್ರತಿದಿನ ನೂರಾರು ಜನರು ಈ ಸೇತುವೆ ಮೂಲಕ ಕಾರ್ಯಕ್ಕೆ, ಶಾಲೆಗೆ ಹಾಗೂ ದೇವಸ್ಥಾನಕ್ಕೆ ತೆರಳುತ್ತಾರೆ. ಸಂಜೆ ಕತ್ತಲಾದ ನಂತರ ಸೇತುವೆ ಸಂಪೂರ್ಣ ಕತ್ತಲಲ್ಲಿ ಮುಳುಗುವುದರಿಂದ ವೃದ್ಧರು, ಮಹಿಳೆಯರು ಮತ್ತು ಮಕ್ಕಳು ಭಯ ಪಡುವಂತಾಗಿದೆ. 2011ರಲ್ಲಿ ತೂಗು ಸೇತುವೆ ನಿರ್ಮಾಣವಾಗಿದ್ದು ಪಟ್ಟಣ ಪಂಚಾಯಿತಿ ಹಾಗೂ ತಾಲೂಕು ಆಡಳಿತದ ಗಮನಕ್ಕೆ ತಂದರೂ ಯಾವುದೇ ಕ್ರಮ ಕೈಗೊಂಡಿಲ್ಲ. ಶ್ರೀ ಶಾರದಾ ಪೀಠಕ್ಕೆ ಬರುವ ಯಾತ್ರಾರ್ಥಿಗಳೂ ಈ ಮಾರ್ಗ ಬಳಸುತ್ತಾರೆ. ಸೇತುವೆಯ ಎರಡೂ ಬದಿಯಲ್ಲಿ ಸೋಲಾರ್ (166, 370, 434, 418)
bankers-body: ಸ್ವ-ಸಹಾಯ ಗುಂಪುಗಳ ಸಾಲ ಸಂಪರ್ಕ ಹಾಗೂ ಗ್ರಾಮೀಣ ಜೀವನೋಪಾಯ ಸಂವರ್ಧನೆ ಕುರಿತು ಜಿಲ್ಲಾ ಪಂಚಾಯತ್ ಸಭಾಂಗಣದಲ್ಲಿ ಜಿಲ್ಲಾ ಮಟ್ಟದ ಬ್ಯಾಂಕರ್ಸ್ ಕಾರ್ಯಾಗಾರ ನಡೆಯಿತು. ಎನ್.ಆರ್.ಎಲ್.ಎಂ. ಸಂಸ್ಥೆ, ಲೀಡ್ ಬ್ಯಾಂಕ್ ಹಾಗೂ ನಬಾರ್ಡ್ ಸಹಯೋಗದಲ್ಲಿ ಆಯೋಜಿಸಿದ್ದ ಕಾರ್ಯಾಗಾರವನ್ನು ಉದ್ಘಾಟಿಸಿ ಮಾತನಾಡಿದ ಜಿಲ್ಲಾ ಪಂಚಾಯತ್ ಮುಖ್ಯ ಕಾರ್ಯನಿರ್ವಾಹಕ ಅಧಿಕಾರಿ, ಮಹಿಳಾ ಸ್ವಸಹಾಯ ಸಂಘಗಳಿಗೆ ಸಕಾಲದಲ್ಲಿ ಸಾಲ ಸೌಲಭ್ಯ ಒದಗಿಸುವುದು ಬ್ಯಾಂಕುಗಳ ಜವಾಬ್ದಾರಿ. ಸಂಘಗಳು ಪಡೆದ ಸಾಲವನ್ನು ಉತ್ಪಾದಕ ಚಟುವಟಿಕೆಗಳಿಗೆ ಬಳಸಿ ಆರ್ಥಿಕವಾಗಿ ಸಬಲರಾಗಬೇಕು ಎಂದರು. ಗ್ರಾಮೀಣ ಮಹಿಳೆಯರು ಸ್ವಾವಲಂಬಿಗಳಾಗಲು ಬ್ಯಾಂಕುಗಳು ಸಹಕರಿಸಬೇಕು ಎಂದು ಹೇಳಿದರು. ಲೀಡ್ ಬ್ಯಾಂಕ್ ವ್ಯವಸ್ಥಾಪಕರು ಮಾತನಾಡಿ, ಜಿಲ್ಲೆಯಲ್ಲಿ ಸಾಲ ವಿತರಣೆಯ ಗುರಿ ಸಾಧನೆಯ ಬಗ್ಗೆ ಮಾಹಿತಿ ನೀಡಿದರು. ವಿವಿಧ ಬ್ಯಾಂಕುಗಳ ಶಾಖಾ ವ್ಯವಸ್ಥಾಪಕರು, ಸಂಜೀವಿನಿ ಒಕ್ಕೂಟದ ಪದಾಧಿಕಾರಿಗಳು ಹಾಗೂ ಅಧಿಕಾರಿಗಳು ಕಾರ್ಯಾಗಾರದಲ್ಲಿ ಪಾಲ್ಗೊಂಡಿದ್ದರು. ಉತ್ತಮ ಸಾಧನೆ ತೋರಿದ ಬ್ಯಾಂಕ್ ಶಾಖೆಗಳನ್ನು ಇದೇ ಸಂದರ್ಭದಲ್ಲಿ ಗೌರವಿಸಲಾಯಿತು. (30, 466, 170, 596)
table-cell: ಮೈಅಪ್ರಾ/ಅಇ/ಗಂ/ಸಿವಿಲ್/ಟೆಂಡರ್/17/2025-26 ದಿನಾಂಕ: 16.02.2026 (50, 1208, 171, 1225)
apmc-body: ಸಮಿತಿಯ ಅಧೀನದಲ್ಲಿರುವ ಮಾರುಕಟ್ಟೆ ಪ್ರಾಂಗಣದಲ್ಲಿ ಅಂಗಡಿ ಮಳಿಗೆಗಳನ್ನು ಪರವಾನಗಿ ಆಧಾರದ ಮೇಲೆ ಹಂಚಿಕೆ ಮಾಡಲು ಅರ್ಹ ಬಿಡ್ದಾರರಿಂದ ಇ-ಟೆಂಡರ್ ಮೂಲಕ ಅರ್ಜಿ ಆಹ್ವಾನಿಸಲಾಗಿದೆ. ಠೇವಣಿ ಮೊತ್ತ ರೂ.31,313/-, ಅರ್ಜಿ ಶುಲ್ಕ ರೂ.62,626/-, ರೂ.1,180/- ಸಂಸ್ಕರಣಾ ಶುಲ್ಕ. ಟೆಂಡರ್ ಡೌನ್‌ಲೋಡ್ ದಿನಾಂಕ 10.03.2026 ಸಂಜೆ 4.00 ಗಂಟೆಯವರೆಗೆ, ಬಿಡ್ ಸಲ್ಲಿಕೆ ಕೊನೆ ದಿನಾಂಕ 16.03.2026 ಸಂಜೆ 4.00 ಗಂಟೆಯವರೆಗೆ. ತಾಂತ್ರಿಕ ಬಿಡ್ ತೆರೆಯುವ ದಿನಾಂಕ 23.03.2026 ಮಧ್ಯಾಹ್ನ 12.00 ಗಂಟೆಗೆ. ಹರಾಜು ದಿನಾಂಕ 23.03.2026 ಮಧ್ಯಾಹ್ನ 12.30 ಗಂಟೆಗೆ. ಹೆಚ್ಚಿನ ವಿವರಗಳಿಗೆ ಸಮಿತಿಯ ಕಚೇರಿ ವೇಳೆಯಲ್ಲಿ ಸಂಪರ್ಕಿಸಬಹುದು. ಯಾವುದೇ ಕಾರಣ ನೀಡದೆ ಟೆಂಡರ್ ರದ್ದುಪಡಿಸುವ ಅಧಿಕಾರ ಸಮಿತಿಗೆ ಇರುತ್ತದೆ. (705, 505, 911, 569)
table-cell: 01 (172, 1208, 211, 1225)
table-cell: 01 (172, 1191, 211, 1208)
mysore-address: ಜೆ.ಎಲ್.ಬಿ ರಸ್ತೆ, ಮೈಸೂರು- 570005. (205, 1051, 293, 1059)
apmc-emblem-icon (707, 437, 737, 467)
mysore-dipr: DIPR/DDMYS/1749/KSMCA/978/2026-26 (34, 1253, 131, 1260)
table-row (35, 1140, 464, 1157)
header-date: 26 ಫೆಬ್ರವರಿ 2026 (112, 30, 176, 40)
work-indent-text: ಟೆಂಡರ್ ಡೌನ್‌ಲೋಡ್ ಕೊನೆಯ ದಿನಾಂಕ : 05-03-2026, ಸಲ್ಲಿಸಲು ಕೊನೆಯ ದಿನಾಂಕ : 06-03-2026 ಮಧ್ಯಾಹ್ನ 4.00 ಗಂಟೆ, ತಾಂತ್ರಿಕ ಬಿಡ್ ತೆರೆಯುವ ದಿನಾಂಕ : 07-03-2026 (706, 967, 909, 981)
table-cell: 04 (172, 1140, 211, 1157)
table-header-row (35, 1113, 464, 1130)
table-cell: 79.50 (210, 1140, 261, 1157)
apmc-tender-notice (700, 430, 915, 826)
apmc-ref2: ವಾ.ಸಂ.ಇ/ಜಾ/ಕ್ರ/ಮು/ಉ/5875/2025-26 (705, 811, 787, 817)
pwd-notice: ಟೆಂಡರ್ ಪ್ರಕಟಣೆ (706, 911, 909, 923)
awards-body-cont: ನಗರದ ಲಾಲ್‌ಬಹದ್ದೂರ್ ಕಾಲೇಜಿನಲ್ಲಿ ಆಯೋಜಿಸಿದ್ದ ವಾರ್ಷಿಕೋತ್ಸವ ಕಾರ್ಯಕ್ರಮದಲ್ಲಿ ವಿವಿಧ ಸ್ಪರ್ಧೆಗಳಲ್ಲಿ ವಿಜೇತರಾದ ವಿದ್ಯಾರ್ಥಿಗಳಿಗೆ ಬಹುಮಾನ ವಿತರಿಸಲಾಯಿತು. ಕಾರ್ಯಕ್ರಮ ಉದ್ಘಾಟಿಸಿ ಮಾತನಾಡಿದ ಅತಿಥಿಗಳು, ವಿದ್ಯಾರ್ಥಿಗಳು ಪಠ್ಯದ ಜೊತೆಗೆ ಪಠ್ಯೇತರ ಚಟುವಟಿಕೆಗಳಲ್ಲೂ ತೊಡಗಿಸಿಕೊಳ್ಳಬೇಕು. ಸ್ಪರ್ಧೆಗಳು ಆತ್ಮವಿಶ್ವಾಸ ಹೆಚ್ಚಿಸುತ್ತವೆ ಹಾಗೂ ವ್ಯಕ್ತಿತ್ವ ವಿಕಸನಕ್ಕೆ ಸಹಕಾರಿಯಾಗುತ್ತವೆ ಎಂದರು. ಕ್ರೀಡೆ, ಸಾಂಸ್ಕೃತಿಕ ಹಾಗೂ ಸಾಹಿತ್ಯಿಕ ಸ್ಪರ್ಧೆಗಳಲ್ಲಿ ಉತ್ತಮ ಸಾಧನೆ ತೋರಿದ ವಿದ್ಯಾರ್ಥಿಗಳನ್ನು ಸನ್ಮಾನಿಸಲಾಯಿತು. ಕಾಲೇಜಿನ ಪ್ರಾಂಶುಪಾಲರು ಅಧ್ಯಕ್ಷತೆ ವಹಿಸಿದ್ದರು. ಉಪನ್ಯಾಸಕರು, ಸಿಬ್ಬಂದಿ ವರ್ಗ ಹಾಗೂ ವಿದ್ಯಾರ್ಥಿಗಳು ಉಪಸ್ಥಿತರಿದ್ದರು. ಕಾರ್ಯಕ್ರಮದಲ್ಲಿ ವಿದ್ಯಾರ್ಥಿಗಳಿಂದ ಸಾಂಸ್ಕೃತಿಕ ಕಾರ್ಯಕ್ರಮಗಳು ನಡೆದವು. ನಿರೂಪಣೆ, ಸ್ವಾಗತ ಹಾಗೂ ವಂದನಾರ್ಪಣೆಯನ್ನು ವಿದ್ಯಾರ್ಥಿನಿಯರು ನೆರವೇರಿಸಿದರು. (176, 914, 458, 971)
court2-date: ದಿನಾಂಕ: 23-03-2026 (481, 1022, 530, 1028)
awards-photo (176, 800, 458, 910)
table-header-cell: ಟೆಂಡರ್ ತೆರೆಯುವ ದಿನಾಂಕ (400, 1113, 464, 1130)
masthead-title: ಹೊಸದಿಗಂತ (684, 8, 774, 33)
court1-body: ಈ ಮೇಲ್ಕಂಡ ದಾವೆಯಲ್ಲಿ ಪ್ರತಿವಾದಿಗಳಿಗೆ ಸಮನ್ಸ್ ಜಾರಿಯಾಗದ ಕಾರಣ ಪತ್ರಿಕಾ ಪ್ರಕಟಣೆ ಮೂಲಕ ಸೂಚಿಸುವುದೇನೆಂದರೆ, ದಿನಾಂಕ 23-03-2026 ರಂದು ಬೆಳಿಗ್ಗೆ 11 ಗಂಟೆಗೆ ನ್ಯಾಯಾಲಯದ ಮುಂದೆ ಖುದ್ದಾಗಿ ಅಥವಾ ವಕೀಲರ ಮೂಲಕ ಹಾಜರಾಗತಕ್ಕದ್ದು. ತಪ್ಪಿದಲ್ಲಿ ಏಕಪಕ್ಷೀಯವಾಗಿ ತೀರ್ಮಾನಿಸಲಾಗುವುದು. (481, 631, 686, 663)
mysore-sign: ಸಹಿ/- ಅಧೀಕ್ಷಕ ಅಭಿಯಂತರರು, ಮೈಸೂರು ಅಭಿವೃದ್ಧಿ ಪ್ರಾಧಿಕಾರ, ಮೈಸೂರು. (323, 1245, 464, 1252)
lead-headline: ದೀಪವಿಲ್ಲದೆ ರಾತ್ರಿ ಸಂಚಾರಕ್ಕೆ ಭಯ (30, 86, 450, 129)
table-cell: 179.48 (210, 1174, 261, 1191)
pwd-note: ಹೆಚ್ಚಿನ ವಿವರಗಳಿಗೆ ಕಚೇರಿ ವೇಳೆಯಲ್ಲಿ ಸಂಪರ್ಕಿಸಬಹುದು. ಯಾವುದೇ ಕಾರಣ ನೀಡದೆ ಟೆಂಡರ್ ರದ್ದುಪಡಿಸುವ ಹಕ್ಕನ್ನು ಕಾಯ್ದಿರಿಸಲಾಗಿದೆ. (706, 1060, 909, 1076)
quote2-by: ■ ಕಾರಡಾ ಕಲ್ಕಟ್ಟೆ (175, 347, 216, 355)
court1-case: ಅಸಲು ದಾವೆ ಸಂ: 270/2025 (550, 606, 617, 614)
table-cell: 17.03.2026 ಸಂಜೆ 5.30ಕ್ಕೆ (400, 1191, 464, 1208)
apmc-ref: ಕ್ರಮ: ಹಹೂತ/ವಿ/ಕೃಉಮಾಸ/1396/2025-26 ದಿನಾಂಕ: 24.02.2026 (705, 479, 845, 485)
guarantee-body-a (592, 98, 757, 420)
pwd-sign: ಸಹಿ/- ಕಾರ್ಯನಿರ್ವಾಹಕ ಅಭಿಯಂತರರು, ಲೋಕೋಪಯೋಗಿ ಇಲಾಖೆ, ವಿಭಾಗ, ಗದಗ (727, 1116, 888, 1123)
registration-marks (0, 1410, 945, 1422)
table-cell: 3 (35, 1174, 51, 1191)
awards-body-b (176, 914, 458, 1028)
work-indent-label: Work Indent No. Part-3 - 32865, 22570 (706, 1010, 827, 1018)
unknown-headline: ಅಪರಿಚಿತ ಶವ ಪತ್ತೆ: ಮಾಹಿತಿಗೆ ಮನವಿ (476, 430, 608, 442)
table-row (35, 1191, 464, 1208)
apmc-address: ಅಗ್ರಹಾರ ಬ್ಲಾಕ್ ಬಳಿ, ಬೆಂಗಳೂರು-560023 (783, 461, 869, 467)
mysore-tender-notice (30, 1036, 468, 1398)
section-title: ಪ್ರಾದೇಶಿಕ (340, 6, 431, 41)
bankers-body-b (176, 572, 458, 756)
table-cell: 17.03.2026 ಬೆಳಿಗ್ಗೆ 11.00ಕ್ಕೆ (400, 1208, 464, 1225)
court-notice-bhadravathi (476, 580, 691, 860)
pwd-ref2: ವಾ.ಸಂ.ಇ/ಗದಗ/ಓ.ಎ.ಪಿ/680/2025-26 (706, 1125, 784, 1132)
col-divider (582, 56, 583, 424)
lead-dateline: ಶೃಂಗೇರಿ: (30, 140, 49, 147)
table-cell: 07.03.2026 ಸಂಜೆ 5.30ರವರೆಗೆ (400, 1174, 464, 1191)
lamp-icon (660, 15, 678, 33)
mysore-date: ದಿನಾಂಕ: 24.02.2026 (405, 1072, 464, 1079)
table-cell: 906.50 (210, 1157, 261, 1174)
court2-body: ಅರ್ಜಿದಾರರು ತಮ್ಮ ತಂದೆಯವರ ಜನನ ದಿನಾಂಕ ನೋಂದಣಿ ಮಾಡಲು ಆದೇಶ ಕೋರಿ ಅರ್ಜಿ ಸಲ್ಲಿಸಿದ್ದು, ಈ ಬಗ್ಗೆ ಯಾರದಾದರೂ ಆಕ್ಷೇಪಣೆ ಇದ್ದಲ್ಲಿ ದಿನಾಂಕ 23-03-2026 ರಂದು ಬೆಳಿಗ್ಗೆ 11 ಗಂಟೆಗೆ ನ್ಯಾಯಾಲಯದಲ್ಲಿ ಹಾಜರಾಗಿ ಸಲ್ಲಿಸತಕ್ಕದ್ದು. (481, 908, 686, 932)
awards-headline: ವಿವಿಧ ಸ್ಪರ್ಧಾ ವಿಜೇತರಿಗೆ ಬಹುಮಾನ ವಿತರಣೆ (30, 764, 325, 788)
table-cell: 26.02.2026 ಬೆಳಿಗ್ಗೆ 11ರ ನಂತರ (261, 1140, 336, 1157)
quote-icon: ❝ (172, 291, 191, 331)
mysore-title: ಮೈಸೂರು ಅಭಿವೃದ್ಧಿ ಪ್ರಾಧಿಕಾರ, ಮೈಸೂರು (192, 1040, 306, 1050)
lead-body-cont: ಪಟ್ಟಣದ ಗಾಂಧಿ ಮೈದಾನದಿಂದ ಕಲ್ಕಟ್ಟೆಗೆ ಸಂಪರ್ಕಿಸುವ ತೂಗು ಸೇತುವೆ ನಿರ್ಮಾಣವಾಗಿ ಹಲವು ವರ್ಷಗಳು ಕಳೆದರೂ ಸೇತುವೆಯಲ್ಲಿ ವಿದ್ಯುತ್ ದೀಪಗಳ ವ್ಯವಸ್ಥೆ ಇಲ್ಲದೆ ಪಾದಚಾರಿಗಳು ಭಯದಲ್ಲೇ ಸಂಚರಿಸಬೇಕಾಗಿದೆ. ಪ್ರತಿದಿನ ನೂರಾರು ಜನರು ಈ ಸೇತುವೆ ಮೂಲಕ ಕಾರ್ಯಕ್ಕೆ, ಶಾಲೆಗೆ ಹಾಗೂ ದೇವಸ್ಥಾನಕ್ಕೆ ತೆರಳುತ್ತಾರೆ. ಸಂಜೆ ಕತ್ತಲಾದ ನಂತರ ಸೇತುವೆ ಸಂಪೂರ್ಣ ಕತ್ತಲಲ್ಲಿ ಮುಳುಗುವುದರಿಂದ ವೃದ್ಧರು, ಮಹಿಳೆಯರು ಮತ್ತು ಮಕ್ಕಳು ಭಯ ಪಡುವಂತಾಗಿದೆ. 2011ರಲ್ಲಿ ತೂಗು ಸೇತುವೆ ನಿರ್ಮಾಣವಾಗಿದ್ದು ಪಟ್ಟಣ ಪಂಚಾಯಿತಿ ಹಾಗೂ ತಾಲೂಕು ಆಡಳಿತದ ಗಮನಕ್ಕೆ ತಂದರೂ ಯಾವುದೇ ಕ್ರಮ ಕೈಗೊಂಡಿಲ್ಲ. ಶ್ರೀ ಶಾರದಾ ಪೀಠಕ್ಕೆ ಬರುವ ಯಾತ್ರಾರ್ಥಿಗಳೂ ಈ ಮಾರ್ಗ ಬಳಸುತ್ತಾರೆ. ಸೇತುವೆಯ ಎರಡೂ ಬದಿಯಲ್ಲಿ ಸೋಲಾರ್ ದೀಪಗಳನ್ನು ಅಳವಡಿಸಬೇಕು ಎಂಬುದು ಸ್ಥಳೀಯರ ಒತ್ತಾಯವಾಗಿದೆ. ತಡರಾತ್ರಿ ಕೆಲಸ ಮುಗಿಸಿ ಮನೆಗೆ ಮರಳುವ ಕಾರ್ಮಿಕರು ಮೊಬೈಲ್ ಬೆಳಕಿನಲ್ಲೇ ನಡೆದು ಸಾಗುತ್ತಿದ್ದಾರೆ. ಸೇತುವೆಯ ಹಲಗೆಗಳು ಕೆಲವೆಡೆ ಸಡಿಲಗೊಂಡಿದ್ದು ಕತ್ತಲಲ್ಲಿ ಅಪಾಯದ ಸಾಧ್ಯತೆ ಹೆಚ್ಚಾಗಿದೆ. ತುಂಗಾ ನದಿ ಹರಿಯುವ ಈ ಪ್ರದೇಶದಲ್ಲಿ ಮಳೆಗಾಲದಲ್ಲಿ ಪರಿಸ್ಥಿತಿ ಇನ್ನಷ್ಟು ಗಂಭೀರವಾಗುತ್ತದೆ ಎಂದು ನಾಗರಿಕರು ಆತಂಕ ವ್ಯಕ್ತಪಡಿಸಿದ್ದಾರೆ. ಸಂಬಂಧಪಟ್ಟ (440, 254, 574, 417)
table-cell: 26.02.2026 ಬೆಳಿಗ್ಗೆ 11ರ ನಂತರ (261, 1208, 336, 1225)
court3-schedule-title: SCHEDULE (564, 1251, 603, 1259)
